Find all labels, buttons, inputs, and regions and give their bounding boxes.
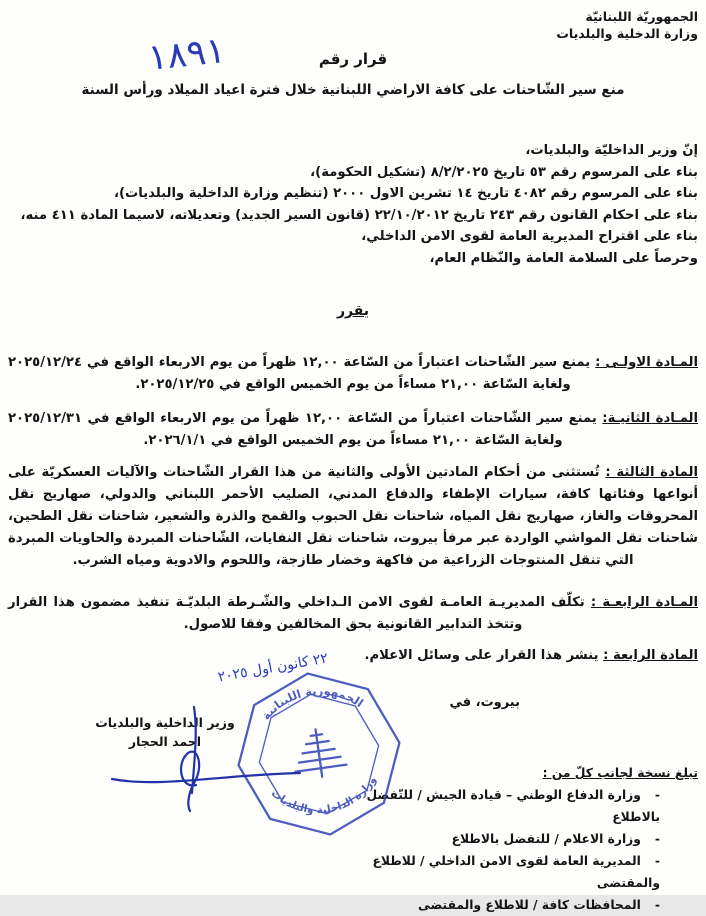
preamble-line: وحرصاً على السلامة العامة والنّظام العام،: [429, 250, 698, 266]
government-header: [556, 8, 698, 42]
article-5-text: ينشر هذا القرار على وسائل الاعلام.: [364, 648, 599, 663]
decree-title: منع سير الشّاحنات على كافة الاراضي اللبنانية خلال فترة اعياد الميلاد ورأس السنة: [81, 82, 625, 98]
preamble-line: بناء على المرسوم رقم ٥٣ تاريخ ٨/٢/٢٠٢٥ (تشكيل الحكومة)،: [310, 164, 698, 180]
dash-bullet: -: [654, 832, 660, 846]
signatory-name: احمد الحجار: [128, 734, 202, 749]
handwritten-date: ٢٢ كانون أول ٢٠٢٥: [216, 650, 330, 686]
distribution-item-text: وزارة الدفاع الوطني – قيادة الجيش / للتّفضل بالاطلاع: [366, 788, 660, 824]
place-line: بيروت، في: [449, 695, 520, 710]
decree-number-label: قرار رقم: [318, 50, 388, 68]
dash-bullet: -: [654, 898, 660, 912]
article-3-label: المادة الثالثة :: [605, 465, 698, 480]
preamble-line: بناء على احكام القانون رقم ٢٤٣ تاريخ ٢٢/١٠/٢٠١٢ (قانون السير الجديد) وتعديلاته، لاسيما المادة ٤١١ منه،: [20, 207, 698, 223]
republic-name: الجمهوريّة اللبنانيّة: [585, 9, 698, 24]
stamp-bottom-text: وزارة الداخلية والبلديات: [268, 774, 379, 817]
article-4-text: تكلّف المديريـة العامـة لقوى الامن الـداخلي والشّـرطة البلديّـة تنفيذ مضمون هذا القرار وتتخذ التدابير القانونية بحق المخالفين وفقا للاصول.: [8, 595, 585, 632]
distribution-item: [330, 850, 698, 894]
article-4-label: المـادة الرابعـة :: [590, 595, 698, 610]
distribution-item: [330, 894, 698, 916]
article-2-label: المـادة الثانيـة:: [602, 411, 699, 426]
preamble-line: بناء على المرسوم رقم ٤٠٨٢ تاريخ ١٤ تشرين الاول ٢٠٠٠ (تنظيم وزارة الداخلية والبلديات)،: [113, 186, 698, 201]
signature-ink: [100, 693, 310, 818]
handwritten-decree-number: ١٨٩١: [146, 30, 228, 79]
dash-bullet: -: [654, 854, 660, 868]
signature-title: وزير الداخلية والبلديات: [95, 715, 235, 730]
decides-heading: يقرر: [336, 303, 370, 319]
article-4: [8, 592, 698, 636]
article-5-label: المادة الرابعة :: [603, 648, 698, 663]
article-3: [8, 462, 698, 572]
preamble-line: إنّ وزير الداخليّة والبلديات،: [525, 143, 698, 158]
dash-bullet: -: [654, 788, 660, 802]
article-3-text: تُستثنى من أحكام المادتين الأولى والثانية من هذا القرار الشّاحنات والآليات العسكريّة على أنواعها وفئاتها كافة، سيارات الإطفاء والدفاع المدني، الصليب الأحمر اللبناني والدولي، صهاريج نقل المحروقات والغاز، صهاريج نقل المياه، شاحنات نقل الحبوب والقمح والذرة والشعير، شاحنات نقل الطحين، شاحنات نقل المواشي الواردة عبر مرفأ بيروت، شاحنات نقل النفايات، الشّاحنات المبردة والحاويات المبردة التي تنقل المنتوجات الزراعية من فاكهة وخضار طازجة، واللحوم والادوية ومياه الشرب.: [8, 465, 698, 568]
preamble: [8, 140, 698, 269]
distribution-item-text: وزارة الاعلام / للتفضل بالاطلاع: [451, 832, 641, 846]
article-1-text: يمنع سير الشّاحنات اعتباراً من السّاعة ١٢,٠٠ ظهراً من يوم الاربعاء الواقع في ٢٠٢٥/١٢/٢٤ ولغاية السّاعة ٢١,٠٠ مساءاً من يوم الخميس الواقع في ٢٠٢٥/١٢/٢٥.: [8, 355, 591, 392]
distribution-header: تبلغ نسخة لجانب كلّ من :: [542, 766, 698, 780]
stamp-top-text: الجمهورية اللبنانية: [258, 683, 366, 723]
article-1-label: المـادة الاولـى :: [595, 355, 698, 370]
distribution-item-text: المديرية العامة لقوى الامن الداخلي / للاطلاع والمقتضى: [372, 854, 660, 890]
ministry-name: وزارة الدخلية والبلديات: [556, 26, 698, 41]
preamble-line: بناء على اقتراح المديرية العامة لقوى الامن الداخلي،: [361, 229, 698, 244]
article-1: [8, 352, 698, 396]
article-2: [8, 408, 698, 452]
distribution-item-text: المحافظات كافة / للاطلاع والمقتضى: [418, 898, 641, 912]
article-2-text: يمنع سير الشّاحنات اعتباراً من السّاعة ١٢,٠٠ ظهراً من يوم الاربعاء الواقع في ٢٠٢٥/١٢/٣١ ولغاية السّاعة ٢١,٠٠ مساءاً من يوم الخميس الواقع في ٢٠٢٦/١/١.: [8, 411, 597, 448]
